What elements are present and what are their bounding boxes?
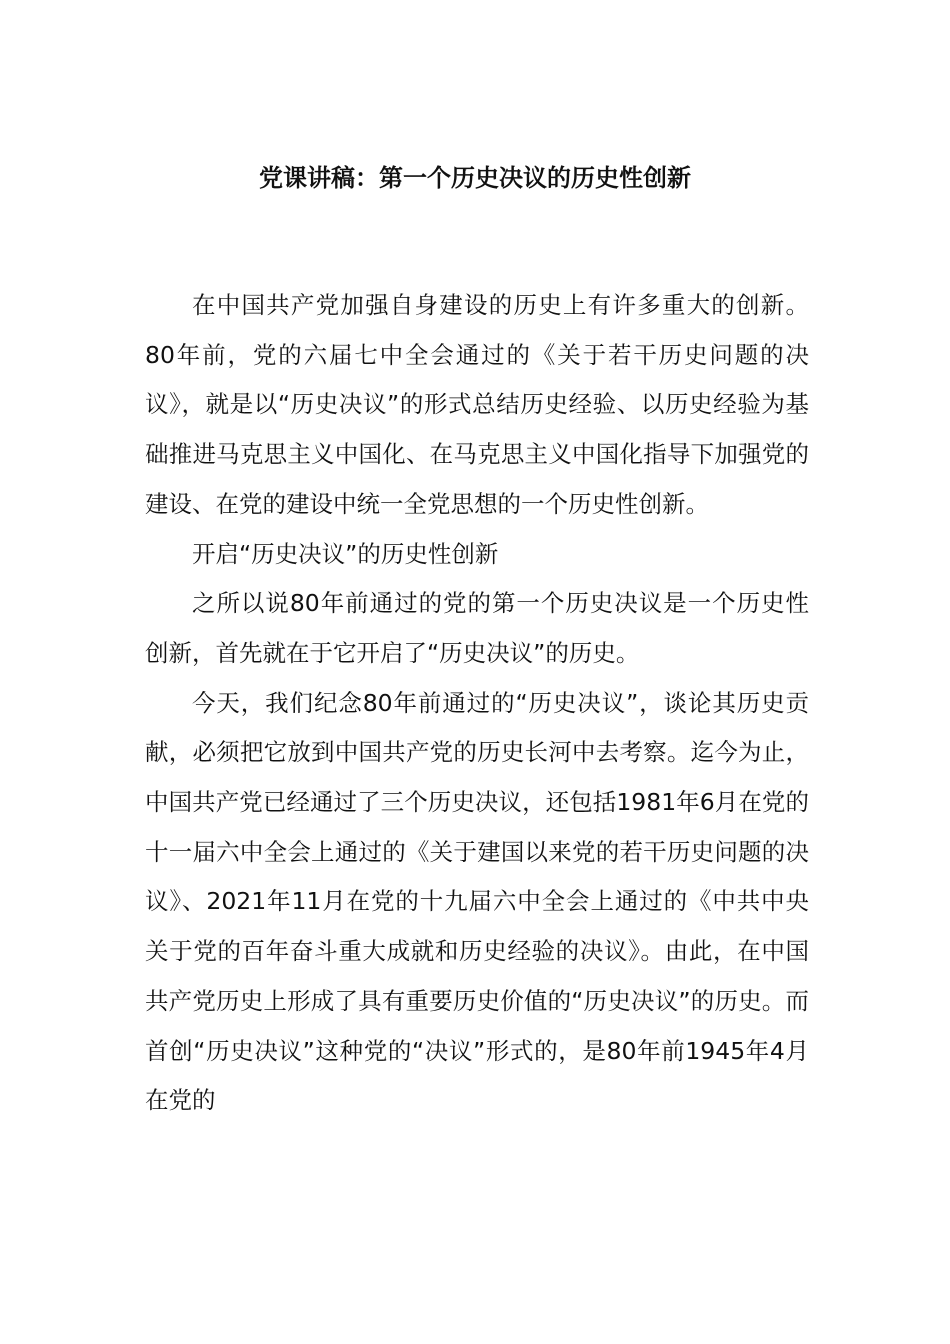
document-title: 党课讲稿：第一个历史决议的历史性创新	[259, 164, 691, 192]
paragraph-intro: 在中国共产党加强自身建设的历史上有许多重大的创新。80年前，党的六届七中全会通过的《关于若干历史问题的决议》，就是以“历史决议”的形式总结历史经验、以历史经验为基础推进马克思主义中国化、在马克思主义中国化指导下加强党的建设、在党的建设中统一全党思想的一个历史性创新。	[145, 291, 809, 518]
section-heading: 开启“历史决议”的历史性创新	[192, 539, 499, 568]
paragraph-first-point: 之所以说80年前通过的党的第一个历史决议是一个历史性创新，首先就在于它开启了“历史决议”的历史。	[145, 589, 809, 667]
document-body	[145, 281, 809, 1126]
paragraph-history: 今天，我们纪念80年前通过的“历史决议”，谈论其历史贡献，必须把它放到中国共产党的历史长河中去考察。迄今为止，中国共产党已经通过了三个历史决议，还包括1981年6月在党的十一届六中全会上通过的《关于建国以来党的若干历史问题的决议》、2021年11月在党的十九届六中全会上通过的《中共中央关于党的百年奋斗重大成就和历史经验的决议》。由此，在中国共产党历史上形成了具有重要历史价值的“历史决议”的历史。而首创“历史决议”这种党的“决议”形式的，是80年前1945年4月在党的	[145, 688, 809, 1115]
